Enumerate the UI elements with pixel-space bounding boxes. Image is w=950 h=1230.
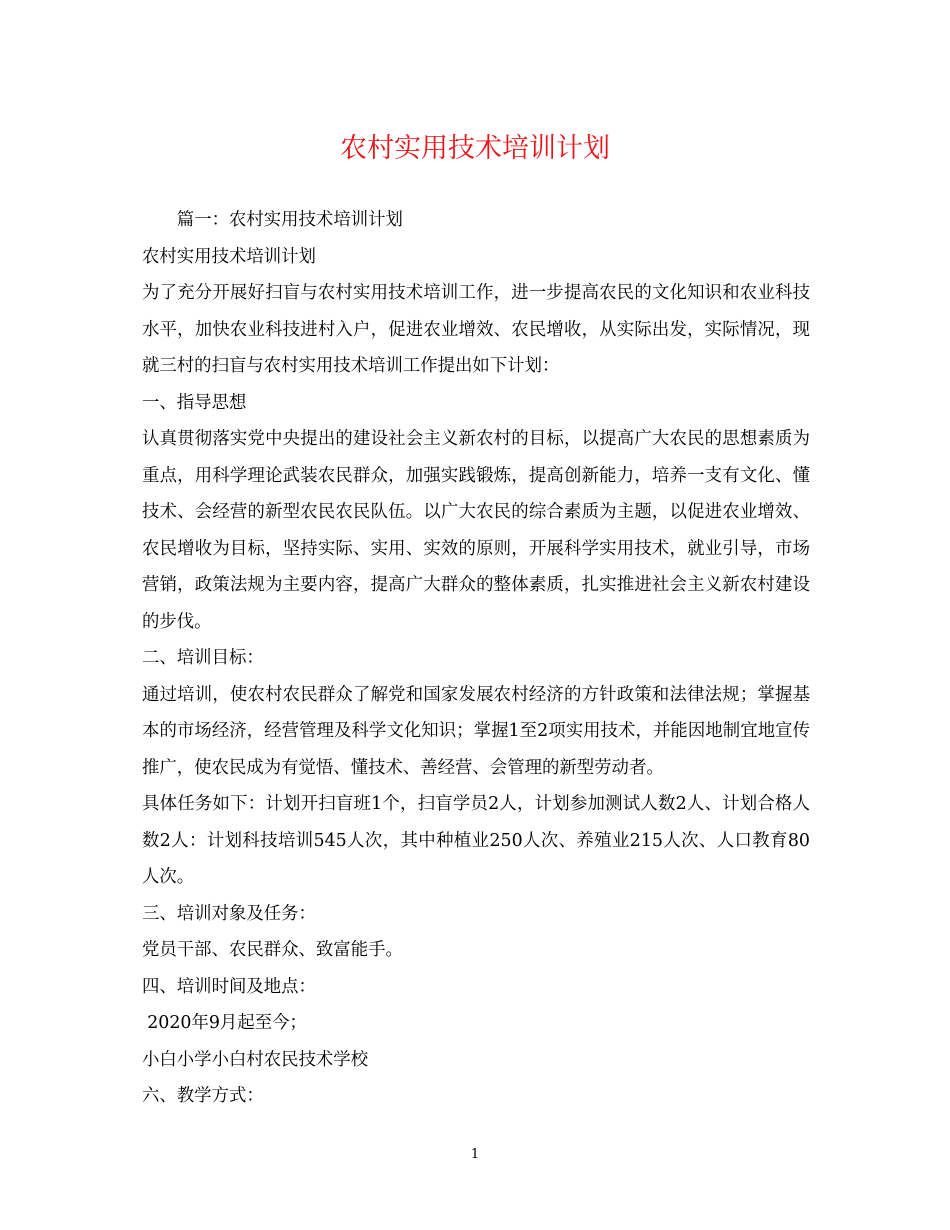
- page-number: 1: [470, 1147, 480, 1162]
- paragraph-time: 2020年9月起至今；: [147, 1013, 307, 1033]
- subtitle-line: 农村实用技术培训计划: [142, 246, 316, 267]
- document-body: [142, 202, 810, 1115]
- section-label: 篇一：农村实用技术培训计划: [176, 210, 403, 230]
- paragraph-training-targets: 党员干部、农民群众、致富能手。: [142, 940, 403, 960]
- heading-training-targets: 三、培训对象及任务：: [142, 903, 316, 924]
- heading-time-location: 四、培训时间及地点：: [142, 976, 316, 997]
- paragraph-guiding-ideology: 认真贯彻落实党中央提出的建设社会主义新农村的目标，以提高广大农民的思想素质为重点，用科学理论武装农民群众，加强实践锻炼，提高创新能力，培养一支有文化、懂技术、会经营的新型农民农民队伍。以广大农民的综合素质为主题，以促进农业增效、农民增收为目标，坚持实际、实用、实效的原则，开展科学实用技术，就业引导，市场营销，政策法规为主要内容，提高广大群众的整体素质，扎实推进社会主义新农村建设的步伐。: [142, 429, 810, 632]
- document-title: 农村实用技术培训计划: [340, 133, 610, 164]
- heading-guiding-ideology: 一、指导思想: [142, 392, 247, 413]
- paragraph-specific-tasks: 具体任务如下：计划开扫盲班1个，扫盲学员2人，计划参加测试人数2人、计划合格人数2人：计划科技培训545人次，其中种植业250人次、养殖业215人次、人口教育80人次。: [142, 794, 810, 887]
- heading-teaching-method: 六、教学方式：: [142, 1086, 264, 1106]
- heading-training-goals: 二、培训目标：: [142, 648, 264, 668]
- intro-paragraph: 为了充分开展好扫盲与农村实用技术培训工作，进一步提高农民的文化知识和农业科技水平，加快农业科技进村入户，促进农业增效、农民增收，从实际出发，实际情况，现就三村的扫盲与农村实用技术培训工作提出如下计划：: [142, 283, 810, 376]
- paragraph-training-goals: 通过培训，使农村农民群众了解党和国家发展农村经济的方针政策和法律法规；掌握基本的市场经济，经营管理及科学文化知识；掌握1至2项实用技术，并能因地制宜地宣传推广，使农民成为有觉悟、懂技术、善经营、会管理的新型劳动者。: [142, 684, 810, 778]
- paragraph-location: 小白小学小白村农民技术学校: [142, 1049, 369, 1070]
